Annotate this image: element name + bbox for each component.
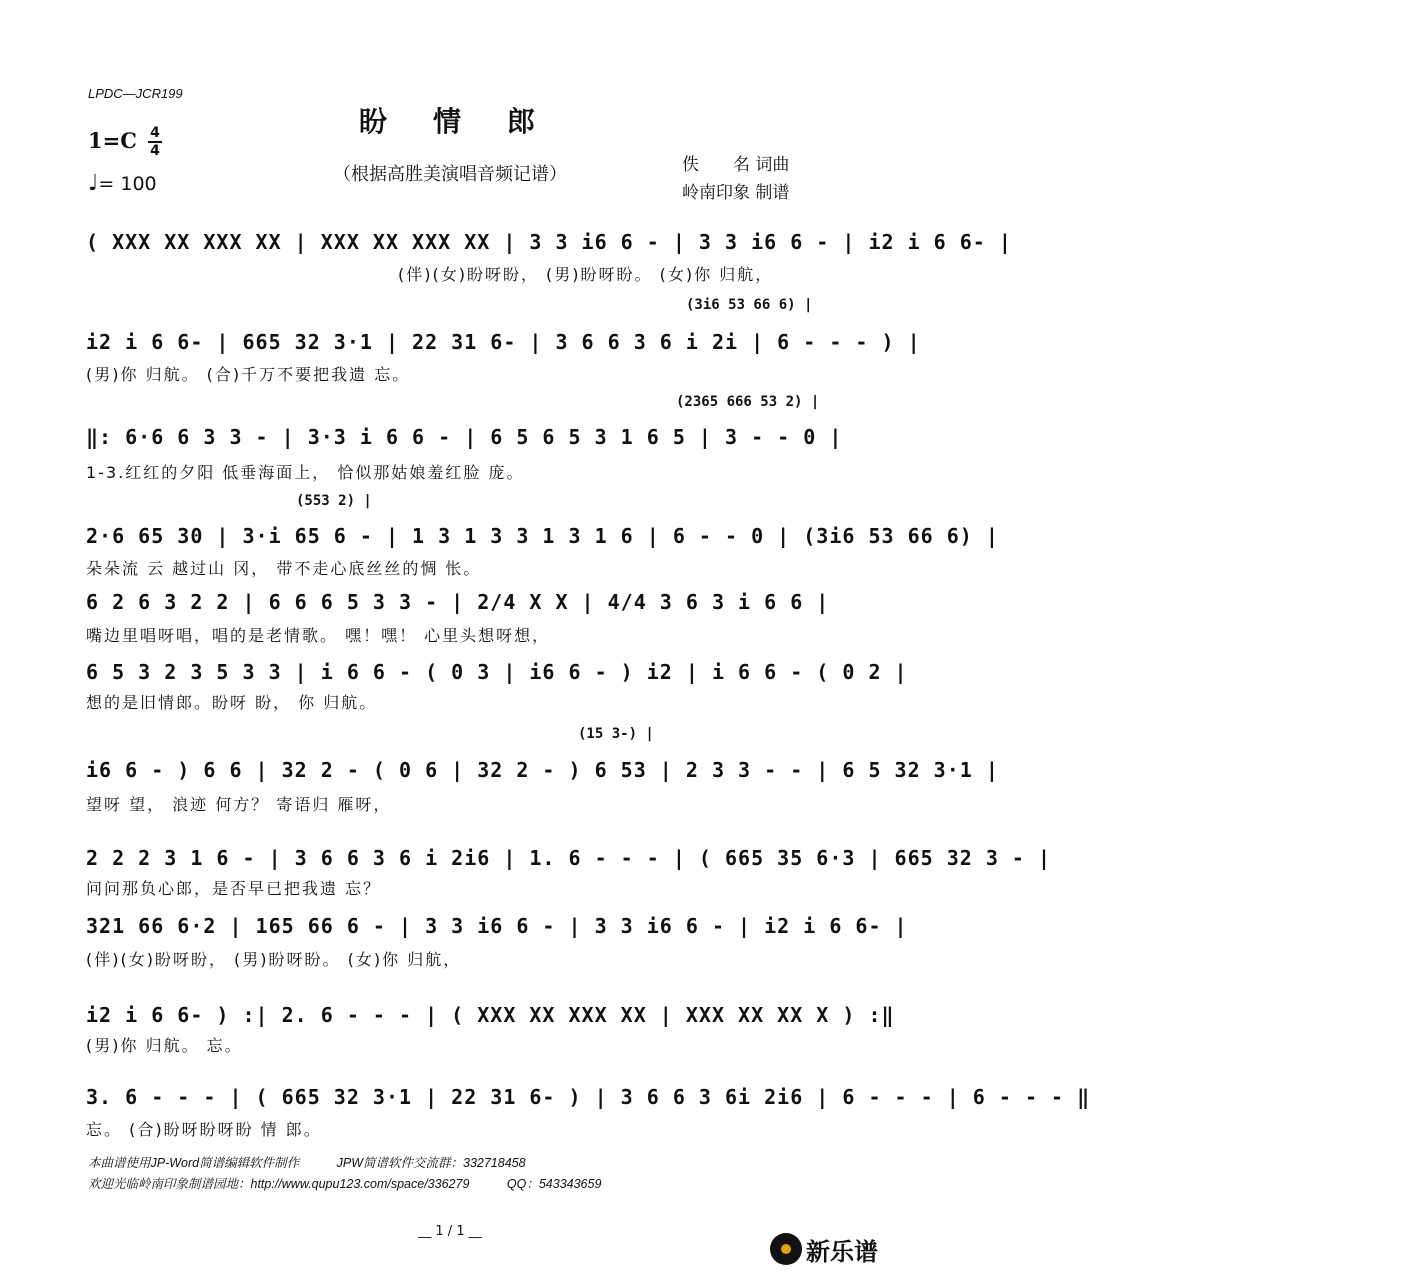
score-line-3-notes: ‖: 6·6 6 3 3 - | 3·3 i 6 6 - | 6 5 6 5 3 1 6 5 | 3 - - 0 | — [86, 425, 843, 449]
score-line-10-lyric: (男)你 归航。 忘。 — [86, 1036, 243, 1055]
score-line-3a-notes: (2365 666 53 2) | — [676, 394, 820, 410]
score-line-9-lyric: (伴)(女)盼呀盼， (男)盼呀盼。 (女)你 归航， — [86, 950, 462, 969]
record-disc-icon — [770, 1233, 802, 1265]
score-line-2-notes: i2 i 6 6- | 665 32 3·1 | 22 31 6- | 3 6 6 3 6 i 2i | 6 - - - ) | — [86, 330, 921, 354]
score-line-2a-notes: (3i6 53 66 6) | — [686, 297, 813, 313]
score-line-9-notes: 321 66 6·2 | 165 66 6 - | 3 3 i6 6 - | 3 3 i6 6 - | i2 i 6 6- | — [86, 914, 908, 938]
score-line-1-lyric: (伴)(女)盼呀盼， (男)盼呀盼。 (女)你 归航， — [398, 265, 774, 284]
logo-text: 新乐谱 — [806, 1237, 878, 1266]
score-line-5-notes: 6 2 6 3 2 2 | 6 6 6 5 3 3 - | 2/4 X X | 4/4 3 6 3 i 6 6 | — [86, 590, 830, 614]
footer-line-2: 欢迎光临岭南印象制谱园地：http://www.qupu123.com/space/336279 QQ：543343659 — [88, 1177, 602, 1191]
score-line-11-lyric: 忘。 (合)盼呀盼呀盼 情 郎。 — [86, 1120, 322, 1139]
score-line-4-lyric: 朵朵流 云 越过山 冈， 带不走心底丝丝的惆 怅。 — [86, 559, 482, 578]
key-signature: 1=C — [88, 128, 137, 153]
credit-lyrics: 佚 名 词曲 — [682, 155, 790, 175]
time-signature — [148, 126, 162, 158]
subtitle: （根据高胜美演唱音频记谱） — [333, 164, 567, 185]
page-number: __ 1 / 1 __ — [418, 1224, 482, 1239]
score-line-7-notes: i6 6 - ) 6 6 | 32 2 - ( 0 6 | 32 2 - ) 6 53 | 2 3 3 - - | 6 5 32 3·1 | — [86, 758, 999, 782]
time-signature-bottom: 4 — [150, 143, 160, 159]
score-line-10-notes: i2 i 6 6- ) :| 2. 6 - - - | ( XXX XX XXX XX | XXX XX XX X ) :‖ — [86, 1003, 895, 1027]
tempo-value: = 100 — [98, 173, 157, 195]
song-title: 盼情郎 — [358, 105, 581, 138]
score-line-8-notes: 2 2 2 3 1 6 - | 3 6 6 3 6 i 2i6 | 1. 6 - - - | ( 665 35 6·3 | 665 32 3 - | — [86, 846, 1052, 870]
score-line-4-notes: 2·6 65 30 | 3·i 65 6 - | 1 3 1 3 3 1 3 1 6 | 6 - - 0 | (3i6 53 66 6) | — [86, 524, 999, 548]
score-line-7a-notes: (15 3-) | — [578, 726, 654, 742]
score-line-1-notes: ( XXX XX XXX XX | XXX XX XXX XX | 3 3 i6 6 - | 3 3 i6 6 - | i2 i 6 6- | — [86, 230, 1012, 254]
score-line-4a-notes: (553 2) | — [296, 493, 372, 509]
score-line-6-notes: 6 5 3 2 3 5 3 3 | i 6 6 - ( 0 3 | i6 6 - ) i2 | i 6 6 - ( 0 2 | — [86, 660, 908, 684]
credit-score: 岭南印象 制谱 — [682, 183, 790, 203]
score-line-7-lyric: 望呀 望， 浪迹 何方？ 寄语归 雁呀， — [86, 795, 392, 814]
score-line-2-lyric: (男)你 归航。 (合)千万不要把我遗 忘。 — [86, 365, 411, 384]
score-line-3-lyric: 1-3.红红的夕阳 低垂海面上， 恰似那姑娘羞红脸 庞。 — [86, 463, 525, 482]
score-code: LPDC—JCR199 — [88, 86, 183, 101]
footer-line-1: 本曲谱使用JP-Word简谱编辑软件制作 JPW简谱软件交流群：332718458 — [88, 1156, 526, 1170]
quarter-note-icon: ♩ — [88, 171, 99, 196]
time-signature-top: 4 — [150, 125, 160, 141]
site-logo — [770, 1231, 878, 1267]
score-line-5-lyric: 嘴边里唱呀唱，唱的是老情歌。 嘿！嘿！ 心里头想呀想， — [86, 626, 551, 645]
score-line-8-lyric: 问问那负心郎，是否早已把我遗 忘？ — [86, 879, 382, 898]
score-line-6-lyric: 想的是旧情郎。盼呀 盼， 你 归航。 — [86, 693, 378, 712]
score-line-11-notes: 3. 6 - - - | ( 665 32 3·1 | 22 31 6- ) | 3 6 6 3 6i 2i6 | 6 - - - | 6 - - - ‖ — [86, 1085, 1091, 1109]
